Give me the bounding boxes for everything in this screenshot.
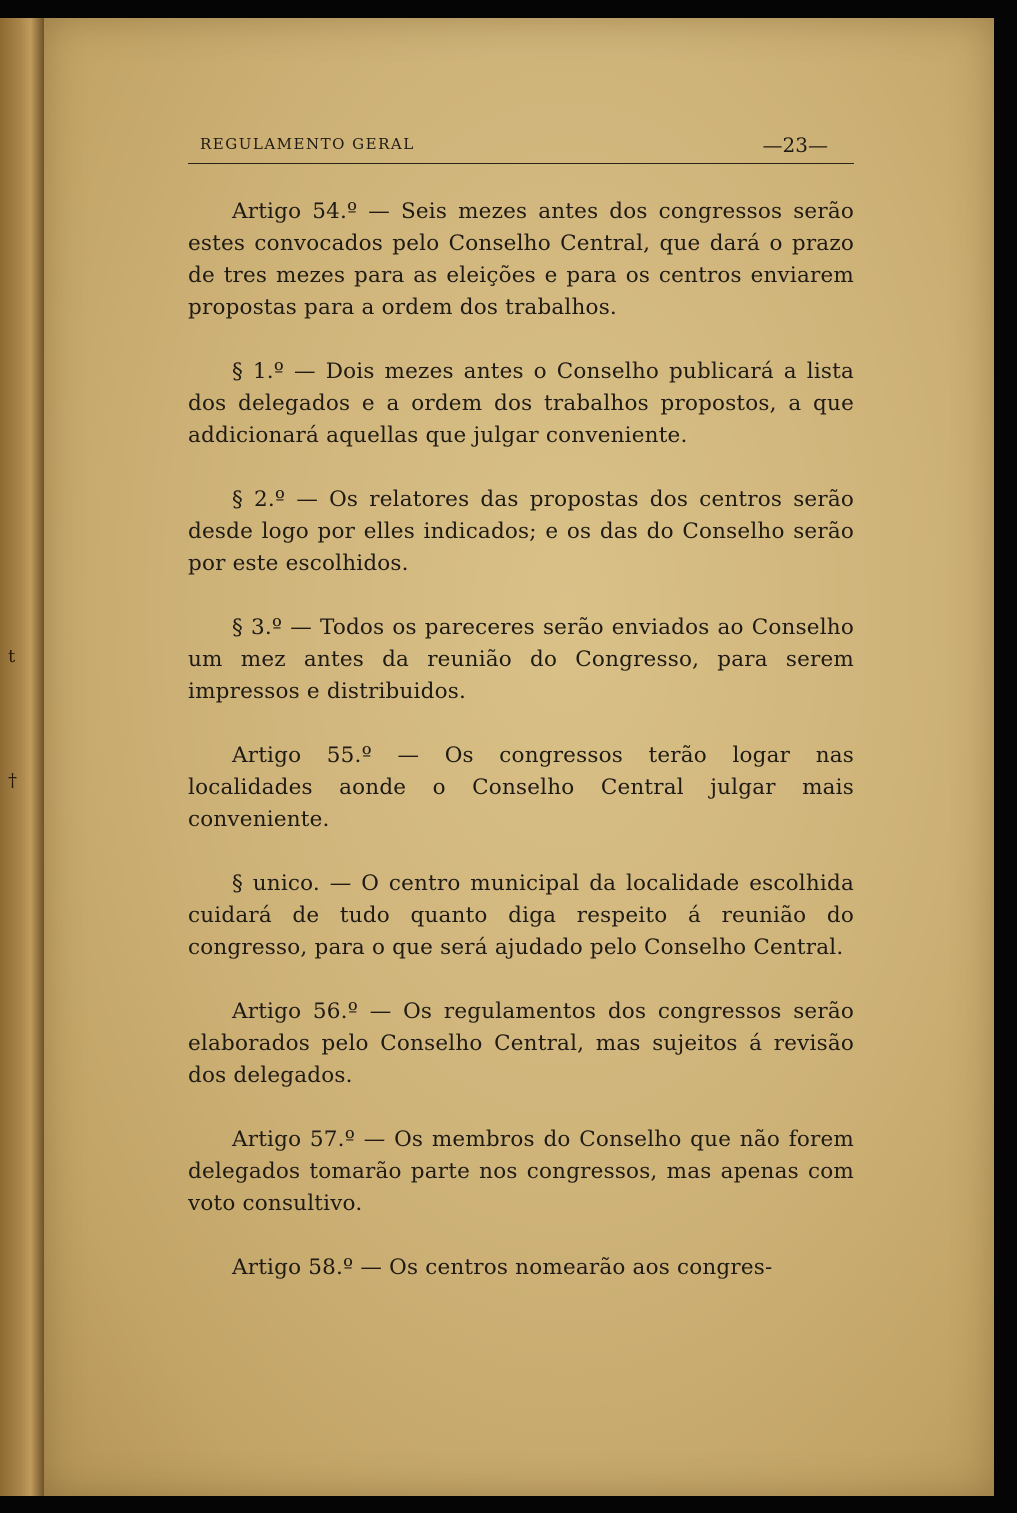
section-1-paragraph: § 1.º — Dois mezes antes o Conselho publicará a lista dos delegados e a ordem dos trabalhos propostos, a que addicionará aquellas que julgar conveniente. <box>188 359 854 448</box>
article-55-paragraph: Artigo 55.º — Os congressos terão logar nas localidades aonde o Conselho Central julgar mais conveniente. <box>188 743 854 832</box>
article-58-paragraph: Artigo 58.º — Os centros nomearão aos congres- <box>232 1255 773 1280</box>
page-number: —23— <box>762 133 828 157</box>
page-body <box>188 196 854 1284</box>
running-head: REGULAMENTO GERAL <box>200 135 415 153</box>
article-54-paragraph: Artigo 54.º — Seis mezes antes dos congressos serão estes convocados pelo Conselho Central, que dará o prazo de tres mezes para as eleições e para os centros enviarem propostas para a ordem dos trabalhos. <box>188 199 854 320</box>
book-spine-edge <box>0 18 44 1496</box>
section-unico-paragraph: § unico. — O centro municipal da localidade escolhida cuidará de tudo quanto diga respeito á reunião do congresso, para o que será ajudado pelo Conselho Central. <box>188 871 854 960</box>
article-57-paragraph: Artigo 57.º — Os membros do Conselho que não forem delegados tomarão parte nos congressos, mas apenas com voto consultivo. <box>188 1127 854 1216</box>
spine-mark: t <box>8 646 16 667</box>
page-header <box>188 133 854 164</box>
section-2-paragraph: § 2.º — Os relatores das propostas dos centros serão desde logo por elles indicados; e os das do Conselho serão por este escolhidos. <box>188 487 854 576</box>
article-56-paragraph: Artigo 56.º — Os regulamentos dos congressos serão elaborados pelo Conselho Central, mas sujeitos á revisão dos delegados. <box>188 999 854 1088</box>
section-3-paragraph: § 3.º — Todos os pareceres serão enviados ao Conselho um mez antes da reunião do Congresso, para serem impressos e distribuidos. <box>188 615 854 704</box>
spine-mark: † <box>8 770 17 791</box>
